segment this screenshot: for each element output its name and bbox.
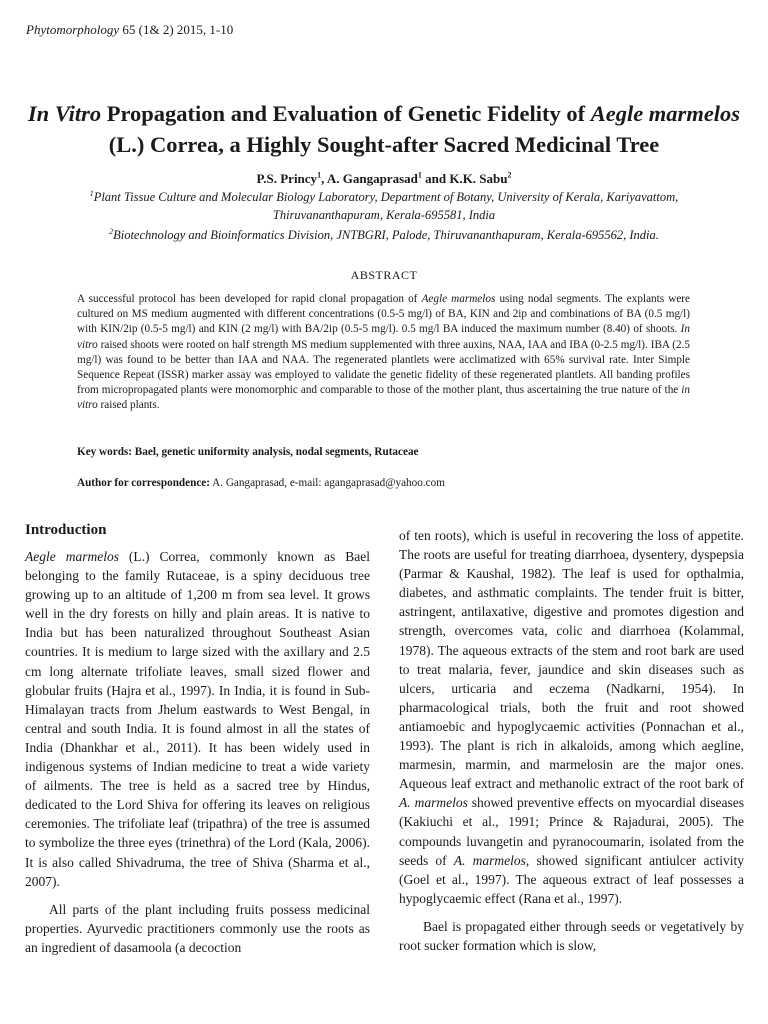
author-3-sup: 2	[507, 170, 512, 180]
paper-title	[20, 98, 748, 160]
journal-citation	[26, 22, 233, 38]
author-list	[0, 171, 768, 187]
correspondence-text: A. Gangaprasad, e-mail: agangaprasad@yahoo.com	[210, 477, 445, 489]
col2-text-b: showed preventive effects on myocardial diseases (Kakiuchi et al., 1991; Prince & Rajadurai, 2005). The compounds luvangetin and pyranocoumarin, isolated from the seeds of	[399, 795, 744, 868]
abstract-species: Aegle marmelos	[421, 293, 496, 305]
correspondence-label: Author for correspondence:	[77, 477, 210, 489]
journal-volume: 65 (1& 2) 2015, 1-10	[122, 22, 234, 37]
author-3: and K.K. Sabu	[421, 171, 508, 186]
keywords: Key words: Bael, genetic uniformity analysis, nodal segments, Rutaceae	[77, 446, 419, 458]
intro-paragraph-2: All parts of the plant including fruits possess medicinal properties. Ayurvedic practitioners commonly use the roots as an ingredient of dasamoola (a decoction	[25, 901, 370, 955]
title-part-3: Aegle marmelos	[590, 101, 741, 126]
title-part-4: (L.) Correa, a Highly Sought-after Sacred Medicinal Tree	[108, 132, 660, 157]
abstract-text-1: A successful protocol has been developed for rapid clonal propagation of	[77, 293, 422, 305]
col2-text-a: of ten roots), which is useful in recovering the loss of appetite. The roots are useful for treating diarrhoea, dysentery, dyspepsia (Parmar & Kaushal, 1982). The leaf is used for opthalmia, diabetes, and asthmatic complaints. The tender fruit is bitter, astringent, antilaxative, digestive and promotes digestion and strength, overcomes vata, colic and diarrhoea (Kolammal, 1978). The aqueous extracts of the stem and root bark are used to treat malaria, fever, jaundice and skin diseases such as ulcers, urticaria and eczema (Nadkarni, 1954). In pharmacological trials, both the fruit and root showed antiamoebic and hypoglycaemic activities (Ponnachan et al., 1993). The plant is rich in alkaloids, among which aegline, marmesin, marmin, and marmelosin are the major ones. Aqueous leaf extract and methanolic extract of the root bark of	[399, 528, 744, 792]
abstract-text-3: raised shoots were rooted on half strength MS medium supplemented with three auxins, NAA, IAA and IBA (0-2.5 mg/l). IBA (2.5 mg/l) was found to be better than IAA and NAA. The regenerated plantlets were acclimatized with 65% survival rate. Inter Simple Sequence Repeat (ISSR) marker assay was employed to validate the genetic fidelity of these regenerated plantlets. All banding profiles from micropropagated plants were monomorphic and comparable to those of the mother plant, thus ascertaining the true nature of the	[77, 338, 690, 397]
affiliation-1	[0, 188, 768, 224]
journal-name: Phytomorphology	[26, 22, 120, 37]
abstract-text-2: using nodal segments. The explants were cultured on MS medium augmented with different concentrations (0.5-5 mg/l) of BA, KIN and 2ip and combinations of BA (0.5 mg/l) with KIN/2ip (0.5-5 mg/l) and KIN (2 mg/l) with BA/2ip (0.5-5 mg/l). 0.5 mg/l BA induced the maximum number (8.40) of shoots.	[77, 293, 690, 336]
affiliation-2	[0, 226, 768, 244]
col2-species-2: A. marmelos	[453, 852, 526, 868]
author-2: , A. Gangaprasad	[321, 171, 418, 186]
abstract-text-4: raised plants.	[97, 399, 160, 412]
author-1: P.S. Princy	[256, 171, 318, 186]
affiliation-2-sup: 2	[109, 226, 114, 236]
introduction-heading: Introduction	[25, 522, 107, 538]
abstract-heading: ABSTRACT	[350, 268, 418, 282]
intro-paragraph-3: Bael is propagated either through seeds or vegetatively by root sucker formation which is slow,	[399, 918, 744, 953]
intro-paragraph-1	[25, 547, 370, 891]
abstract-body	[77, 292, 690, 414]
col2-text-c: , showed significant antiulcer activity (Goel et al., 1997). The aqueous extract of leaf possesses a hypoglycaemic effect (Rana et al., 1997).	[399, 852, 744, 906]
author-1-sup: 1	[317, 170, 322, 180]
body-column-right	[399, 526, 744, 955]
affiliation-1-line-2: Thiruvananthapuram, Kerala-695581, India	[272, 208, 496, 222]
affiliation-1-sup: 1	[89, 188, 94, 198]
author-2-sup: 1	[417, 170, 422, 180]
affiliation-2-text: Biotechnology and Bioinformatics Division, JNTBGRI, Palode, Thiruvananthapuram, Kerala-695562, India.	[113, 228, 659, 242]
affiliation-1-line-1: Plant Tissue Culture and Molecular Biology Laboratory, Department of Botany, University of Kerala, Kariyavattom,	[93, 190, 679, 204]
intro-paragraph-2-cont	[399, 526, 744, 908]
col2-species-1: A. marmelos	[399, 795, 468, 811]
title-part-1: In Vitro	[27, 101, 102, 126]
body-column-left	[25, 547, 370, 957]
abstract-in-vitro-2: in vitro	[77, 384, 690, 412]
intro-paragraph-1-text: (L.) Correa, commonly known as Bael belonging to the family Rutaceae, is a spiny deciduous tree growing up to an altitude of 1,200 m from sea level. It grows well in the dry forests on hilly and plain areas. It is native to India but has been naturalized throughout Southeast Asian countries. It is medium to large sized with the axillary and 2.5 cm long alternate trifoliate leaves, small sized flower and globular fruits (Hajra et al., 1997). In India, it is found in Sub-Himalayan tracts from Jhelum eastwards to West Bengal, in central and south India. It is found almost in all the states of India (Dhankhar et al., 2011). It has been widely used in indigenous systems of Indian medicine to treat a wide variety of ailments. The tree is held as a sacred tree by Hindus, dedicated to the Lord Shiva for offering its leaves on religious ceremonies. The trifoliate leaf (tripathra) of the tree is assumed to symbolize the three eyes (trinethra) of the Lord (Kala, 2006). It is also called Shivadruma, the tree of Shiva (Sharma et al., 2007).	[25, 549, 370, 889]
correspondence	[77, 477, 690, 489]
abstract-in-vitro-1: In vitro	[77, 323, 690, 351]
title-part-2: Propagation and Evaluation of Genetic Fidelity of	[101, 101, 591, 126]
intro-species: Aegle marmelos	[25, 549, 119, 564]
